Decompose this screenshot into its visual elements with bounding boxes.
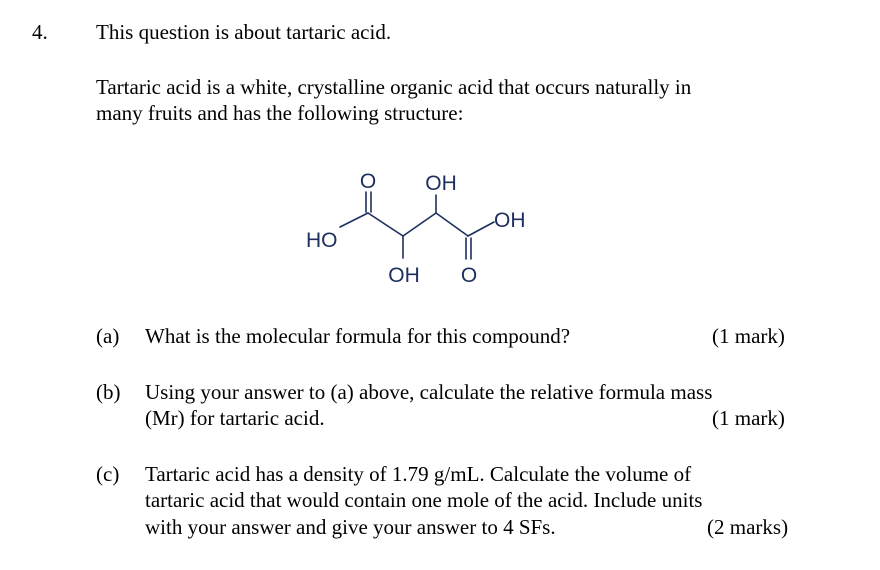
bond-c2-c3 — [403, 213, 436, 236]
part-a-label: (a) — [96, 324, 120, 348]
atom-o-bottom: O — [460, 264, 478, 287]
part-c-text-line-1: Tartaric acid has a density of 1.79 g/mL. Calculate the volume of — [145, 462, 692, 486]
part-b-text-line-1: Using your answer to (a) above, calculate the relative formula mass — [145, 380, 713, 404]
bond-ho-c1 — [340, 213, 368, 227]
question-number: 4. — [32, 20, 48, 44]
bond-c4-oh-right — [468, 222, 494, 236]
atom-oh-right: OH — [494, 209, 526, 232]
atom-oh-top: OH — [425, 172, 457, 195]
part-a-text: What is the molecular formula for this compound? — [145, 324, 571, 348]
atom-ho-left: HO — [306, 229, 338, 252]
bond-c3-c4 — [436, 213, 468, 236]
part-b-label: (b) — [96, 380, 121, 404]
part-b-text-line-2: (Mr) for tartaric acid. — [145, 406, 325, 430]
question-intro: This question is about tartaric acid. — [96, 20, 392, 44]
description-line-1: Tartaric acid is a white, crystalline organic acid that occurs naturally in — [96, 75, 692, 99]
part-a-marks: (1 mark) — [712, 324, 785, 348]
part-c-marks: (2 marks) — [707, 515, 789, 539]
part-c-text-line-3: with your answer and give your answer to 4 SFs. — [145, 515, 556, 539]
bond-c1-c2 — [368, 213, 403, 236]
part-b-marks: (1 mark) — [712, 406, 785, 430]
atom-o-top: O — [359, 170, 377, 193]
description-line-2: many fruits and has the following structure: — [96, 101, 464, 125]
part-c-label: (c) — [96, 462, 120, 486]
atom-oh-bottom: OH — [388, 264, 420, 287]
part-c-text-line-2: tartaric acid that would contain one mole of the acid. Include units — [145, 488, 703, 512]
